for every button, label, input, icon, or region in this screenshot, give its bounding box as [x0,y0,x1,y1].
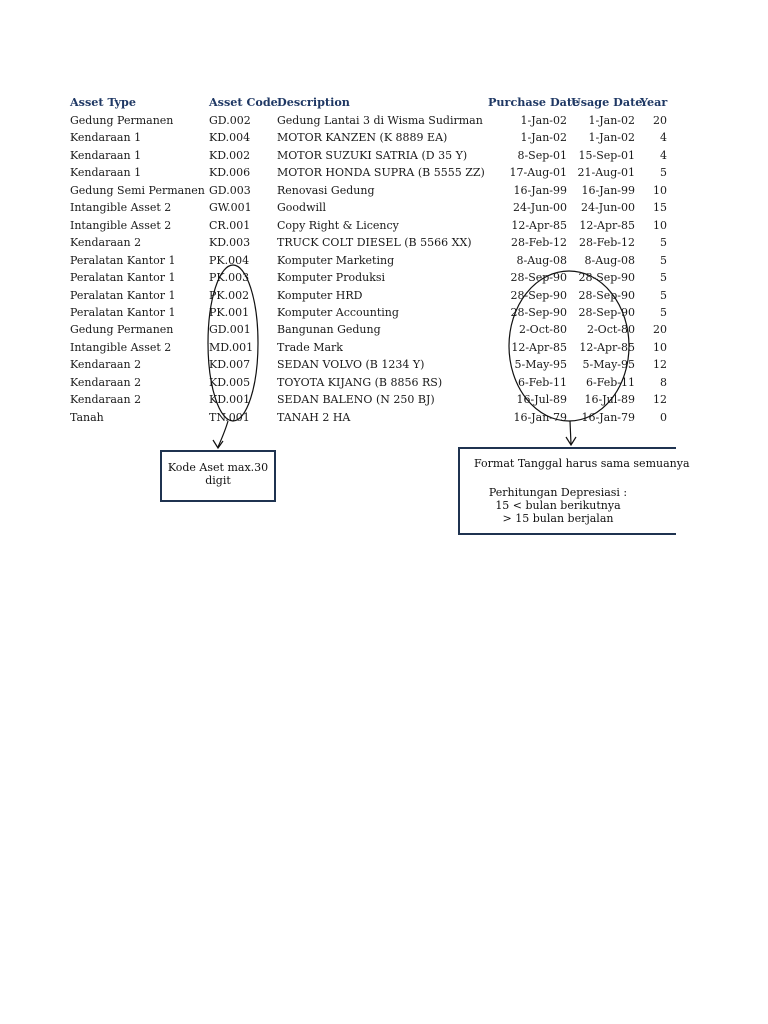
asset-type-cell: Kendaraan 1 [70,148,142,162]
description-cell: SEDAN VOLVO (B 1234 Y) [277,358,425,372]
usage-date-cell: 5-May-95 [582,358,635,372]
table-row [0,304,670,321]
usage-date-cell: 16-Jan-99 [581,183,635,197]
asset-code-cell: KD.003 [209,236,251,250]
table-row [0,182,670,199]
description-cell: MOTOR KANZEN (K 8889 EA) [277,131,448,145]
description-cell: Copy Right & Licency [277,218,399,232]
purchase-date-cell: 17-Aug-01 [509,166,567,180]
asset-code-cell: KD.005 [209,375,251,389]
year-cell: 10 [653,218,667,232]
header-usage-date: Usage Date [571,95,643,109]
asset-type-cell: Peralatan Kantor 1 [70,253,176,267]
asset-code-cell: KD.004 [209,131,251,145]
usage-date-cell: 28-Sep-90 [578,288,635,302]
year-cell: 12 [653,393,667,407]
asset-type-cell: Intangible Asset 2 [70,218,172,232]
purchase-date-cell: 5-May-95 [514,358,567,372]
asset-type-cell: Kendaraan 2 [70,236,142,250]
usage-date-cell: 28-Feb-12 [578,236,635,250]
asset-type-cell: Gedung Semi Permanen [70,183,205,197]
purchase-date-cell: 28-Sep-90 [510,305,567,319]
asset-code-cell: GD.002 [209,114,251,127]
usage-date-cell: 16-Jul-89 [584,393,635,407]
purchase-date-cell: 28-Sep-90 [510,271,567,285]
purchase-date-cell: 28-Feb-12 [510,236,567,250]
asset-code-cell: KD.007 [209,358,251,372]
header-description: Description [277,95,350,109]
usage-date-cell: 24-Jun-00 [580,201,635,215]
asset-code-cell: PK.004 [209,253,250,267]
year-cell: 15 [653,201,667,215]
table-row [0,374,670,391]
asset-code-cell: MD.001 [209,340,254,354]
table-row [0,321,670,338]
description-cell: TANAH 2 HA [277,410,351,424]
usage-date-cell: 15-Sep-01 [578,148,635,162]
date-note-heading: Perhitungan Depresiasi : [488,486,628,499]
table-row [0,356,670,373]
usage-date-cell: 8-Aug-08 [584,253,635,267]
purchase-date-cell: 12-Apr-85 [511,218,567,232]
asset-type-cell: Kendaraan 1 [70,166,142,180]
usage-date-cell: 21-Aug-01 [577,166,635,180]
asset-type-cell: Kendaraan 2 [70,393,142,407]
asset-type-cell: Kendaraan 2 [70,375,142,389]
year-cell: 8 [660,375,667,389]
usage-date-cell: 6-Feb-11 [585,375,635,389]
purchase-date-cell: 6-Feb-11 [517,375,567,389]
purchase-date-cell: 16-Jul-89 [516,393,567,407]
table-row [0,199,670,216]
description-cell: Bangunan Gedung [277,323,381,337]
asset-type-cell: Kendaraan 1 [70,131,142,145]
year-cell: 0 [660,410,667,424]
usage-date-cell: 1-Jan-02 [588,131,635,145]
asset-type-cell: Gedung Permanen [70,323,174,337]
header-purchase-date: Purchase Date [488,95,580,109]
purchase-date-cell: 28-Sep-90 [510,288,567,302]
date-format-note-box [458,447,690,535]
year-cell: 20 [653,114,667,127]
asset-code-cell: TN.001 [209,410,250,424]
usage-date-cell: 2-Oct-80 [586,323,635,337]
asset-type-cell: Peralatan Kantor 1 [70,305,176,319]
header-asset-code: Asset Code [209,95,278,109]
description-cell: SEDAN BALENO (N 250 BJ) [277,393,435,407]
purchase-date-cell: 1-Jan-02 [520,131,567,145]
year-cell: 5 [660,253,667,267]
description-cell: Trade Mark [277,340,343,354]
purchase-date-cell: 16-Jan-99 [513,183,567,197]
asset-type-cell: Peralatan Kantor 1 [70,288,176,302]
usage-date-cell: 28-Sep-90 [578,305,635,319]
header-year: Year [640,95,668,109]
header-asset-type: Asset Type [70,95,136,109]
table-row [0,129,670,146]
purchase-date-cell: 2-Oct-80 [518,323,567,337]
asset-code-cell: KD.006 [209,166,251,180]
year-cell: 4 [660,131,667,145]
asset-type-cell: Intangible Asset 2 [70,201,172,215]
usage-date-cell: 16-Jan-79 [581,410,635,424]
asset-code-note-box [160,450,276,502]
description-cell: Komputer Marketing [277,253,395,267]
purchase-date-cell: 16-Jan-79 [513,410,567,424]
description-cell: MOTOR SUZUKI SATRIA (D 35 Y) [277,148,468,162]
usage-date-cell: 28-Sep-90 [578,271,635,285]
asset-type-cell: Kendaraan 2 [70,358,142,372]
year-cell: 5 [660,271,667,285]
asset-code-note-text: Kode Aset max.30 digit [167,461,269,487]
asset-type-cell: Tanah [70,410,104,424]
asset-code-cell: PK.002 [209,288,250,302]
asset-type-cell: Peralatan Kantor 1 [70,271,176,285]
asset-code-cell: PK.003 [209,271,250,285]
year-cell: 4 [660,148,667,162]
table-row [0,164,670,181]
description-cell: MOTOR HONDA SUPRA (B 5555 ZZ) [277,166,485,180]
asset-code-cell: GD.003 [209,183,251,197]
description-cell: Komputer Accounting [277,305,399,319]
usage-date-cell: 12-Apr-85 [579,218,635,232]
table-row [0,269,670,286]
asset-type-cell: Intangible Asset 2 [70,340,172,354]
description-cell: Goodwill [277,201,327,215]
description-cell: Gedung Lantai 3 di Wisma Sudirman [277,114,483,127]
description-cell: TOYOTA KIJANG (B 8856 RS) [277,375,443,389]
asset-code-cell: GD.001 [209,323,251,337]
date-note-rule-1: 15 < bulan berikutnya [495,499,621,512]
asset-code-cell: PK.001 [209,305,250,319]
table-row [0,217,670,234]
year-cell: 10 [653,183,667,197]
table-row [0,112,670,129]
purchase-date-cell: 12-Apr-85 [511,340,567,354]
year-cell: 5 [660,236,667,250]
table-row [0,391,670,408]
purchase-date-cell: 1-Jan-02 [520,114,567,127]
year-cell: 20 [653,323,667,337]
table-row [0,147,670,164]
year-cell: 10 [653,340,667,354]
asset-code-cell: CR.001 [209,218,251,232]
asset-code-cell: KD.002 [209,148,251,162]
purchase-date-cell: 8-Aug-08 [516,253,567,267]
asset-code-cell: GW.001 [209,201,252,215]
table-row [0,339,670,356]
year-cell: 12 [653,358,667,372]
table-row [0,252,670,269]
asset-type-cell: Gedung Permanen [70,114,174,127]
description-cell: TRUCK COLT DIESEL (B 5566 XX) [277,236,472,250]
table-row [0,234,670,251]
description-cell: Komputer HRD [277,288,363,302]
usage-date-cell: 1-Jan-02 [588,114,635,127]
year-cell: 5 [660,305,667,319]
usage-date-cell: 12-Apr-85 [579,340,635,354]
purchase-date-cell: 8-Sep-01 [517,148,567,162]
description-cell: Komputer Produksi [277,271,386,285]
description-cell: Renovasi Gedung [277,183,375,197]
year-cell: 5 [660,166,667,180]
table-row [0,287,670,304]
purchase-date-cell: 24-Jun-00 [512,201,567,215]
year-cell: 5 [660,288,667,302]
date-note-title: Format Tanggal harus sama semuanya [474,457,690,470]
table-row [0,409,670,426]
asset-code-cell: KD.001 [209,393,251,407]
date-note-rule-2: > 15 bulan berjalan [502,512,614,525]
